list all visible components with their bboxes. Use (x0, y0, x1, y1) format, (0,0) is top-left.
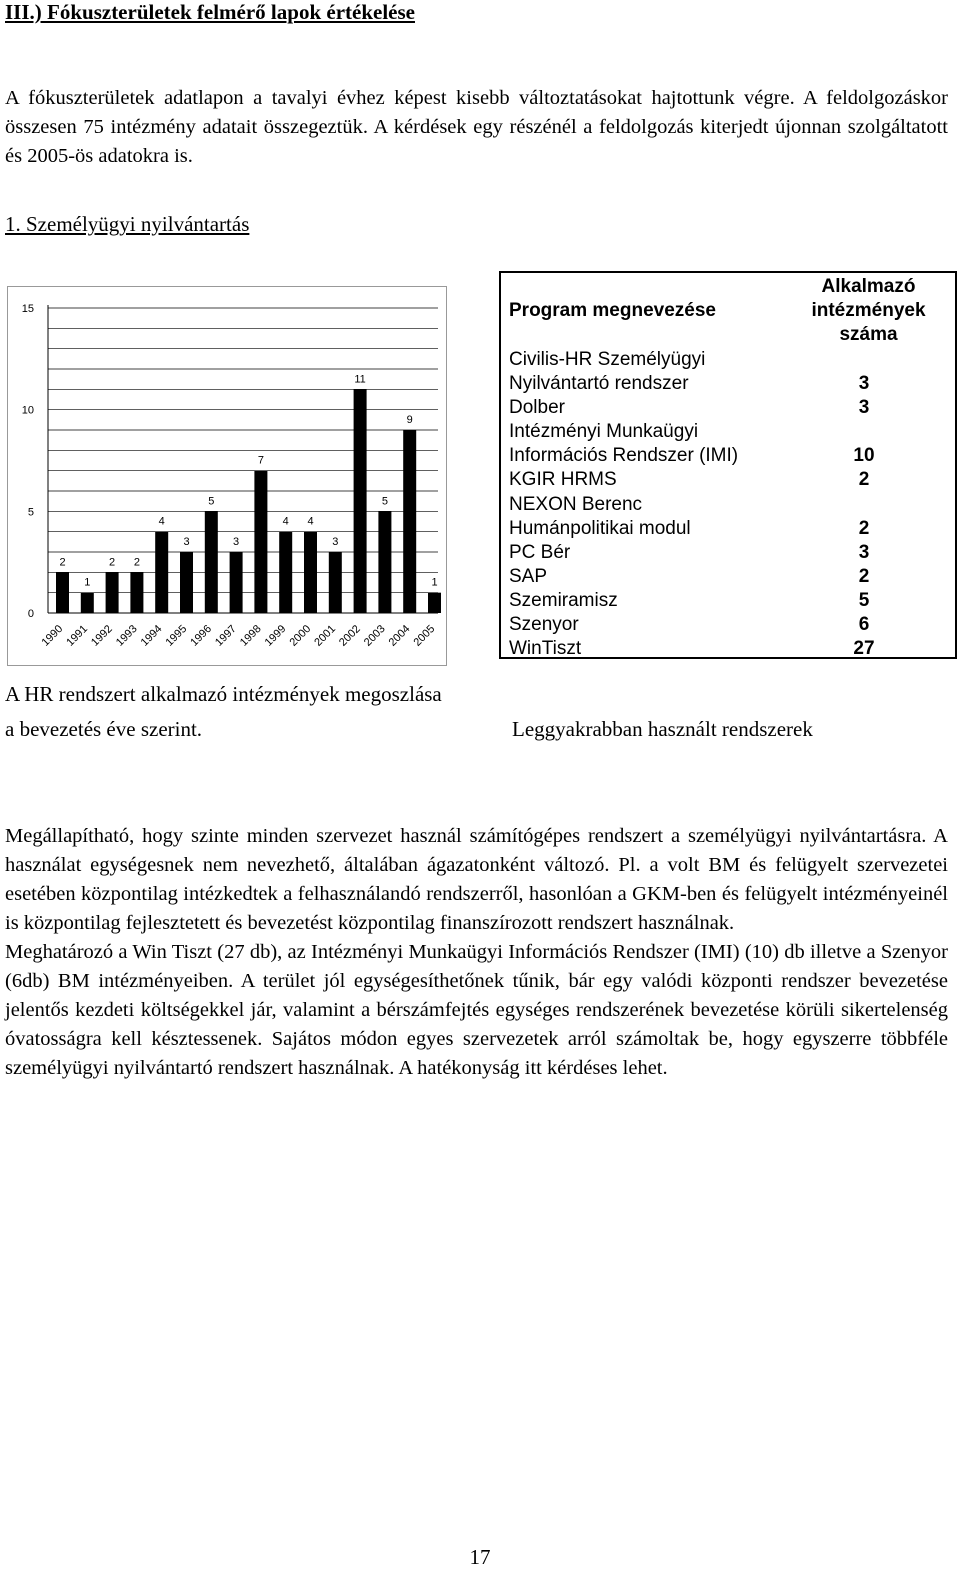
x-tick-label: 1992 (89, 622, 115, 649)
table-header-program: Program megnevezése (509, 300, 716, 321)
body-paragraph: Megállapítható, hogy szinte minden szervezet használ számítógépes rendszert a személyügyi nyilvántartásra. A használat egységesnek nem nevezhető, általában ágazatonként változó. Pl. a volt BM és felügyelt szervezetei esetében központilag intézkedtek a felhasználandó rendszerről, hasonlóan a GKM-ben és felügyelt intézményeinél is központilag fejlesztetett és bevezetést központilag finanszírozott rendszert használnak. (5, 825, 948, 934)
table-caption: Leggyakrabban használt rendszerek (512, 717, 813, 741)
program-name: Dolber (509, 397, 565, 419)
table-row (509, 565, 949, 589)
data-label: 3 (233, 536, 240, 548)
bar (230, 552, 243, 613)
bar (81, 593, 94, 613)
bar (56, 572, 69, 613)
x-tick-label: 1991 (64, 622, 91, 649)
data-label: 4 (158, 515, 165, 528)
intro-text: A fókuszterületek adatlapon a tavalyi évhez képest kisebb változtatásokat hajtottunk végre. A feldolgozáskor összesen 75 intézmény adatait összegeztük. A kérdések egy részénél a feldolgozás kiterjedt újonnan szolgáltatott és 2005-ös adatokra is. (5, 87, 948, 167)
x-tick-label: 2002 (337, 622, 363, 649)
bar (354, 389, 367, 613)
data-label: 4 (282, 515, 289, 528)
table-row (509, 348, 949, 396)
table-row (509, 613, 949, 637)
program-count: 3 (858, 541, 870, 563)
x-tick-label: 2004 (386, 622, 413, 649)
program-name: Információs Rendszer (IMI) (509, 445, 739, 467)
program-name: Nyilvántartó rendszer (509, 373, 689, 395)
section-title: 1. Személyügyi nyilvántartás (5, 212, 250, 236)
data-label: 2 (133, 556, 140, 569)
data-label: 5 (381, 495, 388, 508)
x-tick-label: 1996 (188, 622, 215, 649)
data-label: 1 (84, 576, 91, 589)
program-count: 2 (858, 565, 870, 587)
program-count: 3 (858, 373, 870, 395)
table-header-count-line: száma (839, 324, 898, 345)
table-row (509, 468, 949, 492)
table-row (509, 420, 949, 468)
x-tick-label: 1990 (39, 622, 66, 649)
table-row (509, 589, 949, 613)
x-tick-label: 2000 (287, 622, 314, 649)
bar (304, 532, 317, 613)
table-header-count-line: intézmények (811, 300, 926, 321)
program-count: 2 (858, 517, 870, 539)
table-body (509, 348, 949, 661)
chart-frame (7, 286, 447, 666)
page-number: 17 (469, 1545, 491, 1569)
program-name: PC Bér (509, 541, 571, 563)
x-tick-label: 2001 (312, 622, 339, 649)
y-tick-label: 10 (21, 404, 34, 417)
table-row (509, 637, 949, 661)
bar (428, 593, 441, 613)
program-name: NEXON Berenc (509, 493, 643, 515)
table-row (509, 396, 949, 420)
x-tick-label: 1998 (237, 622, 264, 649)
bar (254, 471, 267, 613)
bar (329, 552, 342, 613)
data-label: 1 (431, 576, 438, 589)
program-name: Szenyor (509, 614, 579, 636)
table-row (509, 541, 949, 565)
x-tick-label: 2003 (361, 622, 388, 649)
bar (279, 532, 292, 613)
program-name: SAP (509, 565, 548, 587)
chart-caption-line2: a bevezetés éve szerint. (5, 717, 203, 741)
program-name: WinTiszt (509, 638, 582, 660)
program-name: Szemiramisz (509, 589, 618, 611)
program-count: 3 (858, 397, 870, 419)
body-text (5, 822, 948, 1083)
program-count: 2 (858, 469, 870, 491)
systems-table (499, 271, 957, 659)
bar (403, 430, 416, 613)
data-label: 11 (354, 373, 366, 386)
x-tick-label: 1993 (113, 622, 140, 649)
x-tick-label: 1995 (163, 622, 190, 649)
data-label: 4 (307, 515, 314, 528)
y-tick-label: 0 (27, 608, 34, 620)
intro-paragraph (5, 84, 948, 171)
y-tick-label: 15 (21, 303, 34, 315)
program-count: 6 (858, 614, 870, 636)
bar (130, 572, 143, 613)
bar (106, 572, 119, 613)
data-label: 2 (109, 556, 116, 569)
program-count: 27 (853, 638, 875, 660)
program-count: 10 (853, 445, 875, 467)
table-row (509, 493, 949, 541)
data-label: 3 (332, 536, 339, 548)
y-tick-label: 5 (27, 506, 34, 519)
bar (155, 532, 168, 613)
data-label: 3 (183, 536, 190, 548)
data-label: 7 (257, 454, 264, 467)
data-label: 5 (208, 495, 215, 508)
x-tick-label: 1994 (138, 622, 165, 649)
program-name: KGIR HRMS (509, 469, 617, 491)
x-tick-label: 1997 (213, 622, 239, 649)
page-heading: III.) Fókuszterületek felmérő lapok értékelése (5, 0, 415, 24)
x-tick-label: 1999 (262, 622, 289, 649)
bar-chart (8, 287, 446, 665)
program-name: Civilis-HR Személyügyi (509, 349, 706, 370)
program-name: Intézményi Munkaügyi (509, 421, 699, 443)
table-header-count-line: Alkalmazó (821, 276, 916, 297)
data-label: 2 (59, 556, 66, 569)
bar (205, 511, 218, 613)
bar (378, 511, 391, 613)
chart-caption-line1: A HR rendszert alkalmazó intézmények megoszlása (5, 682, 442, 706)
table-header-count (786, 275, 951, 347)
program-name: Humánpolitikai modul (509, 517, 691, 539)
body-paragraph: Meghatározó a Win Tiszt (27 db), az Intézményi Munkaügyi Információs Rendszer (IMI) (10) db illetve a Szenyor (6db) BM intézményeiben. A terület jól egységesíthetőnek tűnik, bár egy valódi központi rendszer bevezetése jelentős kezdeti költségekkel jár, valamint a bérszámfejtés egységes rendszerének bevezetése körüli sikertelenség óvatosságra kell késztessenek. Sajátos módon egyes szervezetek arról számoltak be, hogy egyszerre többféle személyügyi nyilvántartó rendszert használnak. A hatékonyság itt kérdéses lehet. (5, 941, 948, 1079)
data-label: 9 (406, 414, 413, 426)
bar (180, 552, 193, 613)
program-count: 5 (858, 589, 870, 611)
x-tick-label: 2005 (411, 622, 438, 649)
